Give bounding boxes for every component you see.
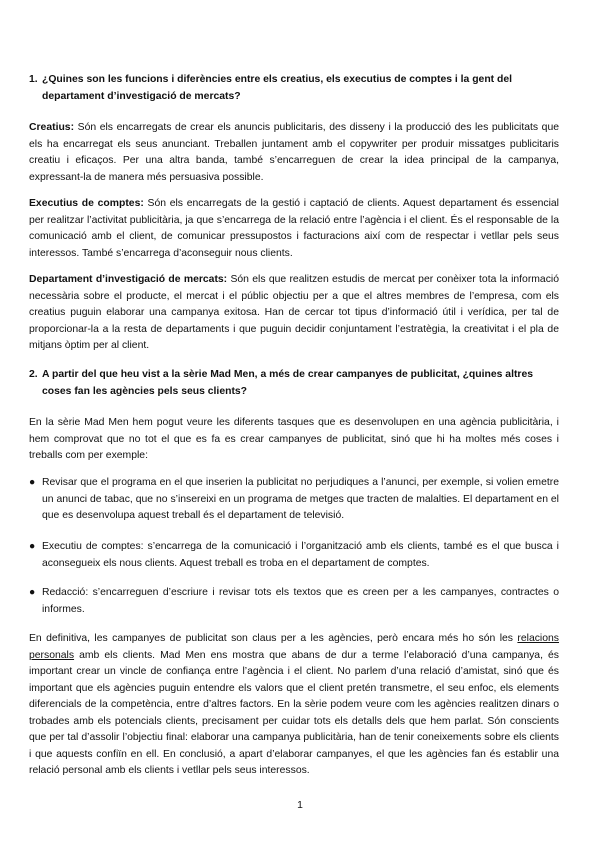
conclusion-text-end: amb els clients. Mad Men ens mostra que abans de dur a terme l’elaboració d’una campanya, és important crear un vincle de confiança entre l’agència i el client. No parlem d’una relació d’amistat, sinó que és important que els agències puguin entendre els valors que el client pretén transmetre, el seu enfoc, els elements diferencials de la competència, entre d’altres factors. En la sèrie podem veure com les agències realitzen dinars o trobades amb els potencials clients, precisament per cuidar tots els detalls dels que hem parlat. Són conscients que per tal d’assolir l’objectiu final: elaborar una campanya publicitària, han de tenir coneixements sobre els clients i que aquests confiïn en ell. En conclusió, a apart d’elaborar campanyes, el que les agències fan és establir una relació personal amb els clients i vetllar pels seus interessos. bbox=[29, 649, 559, 776]
page-number: 1 bbox=[297, 800, 303, 811]
executius-text: Són els encarregats de la gestió i captació de clients. Aquest departament és essencial per realitzar l’activitat publicitària, ja que s’encarrega de la relació entre l’agència i el client. És el responsable de la comunicació amb el client, de comunicar pressupostos i facturacions així com de respectar i vetllar pels seus interessos. També s’encarrega d’aconseguir nous clients. bbox=[29, 198, 559, 259]
creatius-paragraph bbox=[29, 120, 559, 186]
bullet-icon: ● bbox=[29, 541, 36, 552]
list-item bbox=[29, 585, 559, 618]
question-2 bbox=[29, 367, 559, 400]
intro-paragraph: En la sèrie Mad Men hem pogut veure les diferents tasques que es desenvolupen en una agència publicitària, i hem comprovat que no tot el que es fa es crear campanyes de publicitat, sinó que hi ha moltes més coses i treballs com per exemple: bbox=[29, 417, 559, 461]
creatius-term: Creatius: bbox=[29, 122, 75, 133]
creatius-text: Són els encarregats de crear els anuncis publicitaris, des disseny i la producció des les publicitats que els ha encarregat els seus anunciant. Treballen juntament amb el copywriter per produir missatges publicitaris creatiu i eficaços. Per una altra banda, també s’encarreguen de crear la idea principal de la campanya, expressant-la de manera més persuasiva possible. bbox=[29, 122, 559, 183]
list-item-text: Redacció: s’encarreguen d’escriure i revisar tots els textos que es creen per a les campanyes, contractes o informes. bbox=[42, 587, 559, 615]
question-2-text: A partir del que heu vist a la sèrie Mad Men, a més de crear campanyes de publicitat, ¿quines altres coses fan les agències pels seus clients? bbox=[42, 369, 534, 397]
conclusion-text-start: En definitiva, les campanyes de publicitat son claus per a les agències, però encara més ho són les bbox=[29, 633, 518, 644]
question-1-number: 1. bbox=[29, 74, 38, 85]
departament-paragraph bbox=[29, 272, 559, 355]
list-item-text: Executiu de comptes: s’encarrega de la comunicació i l’organització amb els clients, també es el que busca i aconsegueix els nous clients. Aquest treball es troba en el departament de comptes. bbox=[42, 541, 559, 569]
bullet-icon: ● bbox=[29, 587, 36, 598]
executius-paragraph bbox=[29, 196, 559, 262]
departament-text: Són els que realitzen estudis de mercat per conèixer tota la informació necessària sobre el producte, el mercat i el públic objectiu per a que el altres membres de l’empresa, com els creatius puguin elaborar una campanya exitosa. Han de cercar tot tipus d’informació útil i verídica, per tal de proporcionar-la a la resta de departaments i que puguin decidir conjuntament l’estratègia, la creativitat i el pla de mitjans òptim per al client. bbox=[29, 274, 559, 351]
conclusion-paragraph bbox=[29, 631, 559, 780]
question-1-text: ¿Quines son les funcions i diferències entre els creatius, els executius de comptes i la gent del departament d’investigació de mercats? bbox=[42, 74, 513, 102]
question-1 bbox=[29, 72, 559, 105]
list-item bbox=[29, 475, 559, 525]
question-2-number: 2. bbox=[29, 369, 38, 380]
departament-term: Departament d’investigació de mercats: bbox=[29, 274, 228, 285]
list-item bbox=[29, 539, 559, 572]
relacions-personals-underlined: relacions personals bbox=[29, 633, 559, 661]
executius-term: Executius de comptes: bbox=[29, 198, 144, 209]
bullet-icon: ● bbox=[29, 477, 36, 488]
list-item-text: Revisar que el programa en el que inserien la publicitat no perjudiques a l’anunci, per exemple, si volien emetre un anunci de tabac, que no s’insereixi en un programa de metges que tracten de malalties. El departament en el que es desenvolupa aquest treball és el departament de televisió. bbox=[42, 477, 559, 521]
